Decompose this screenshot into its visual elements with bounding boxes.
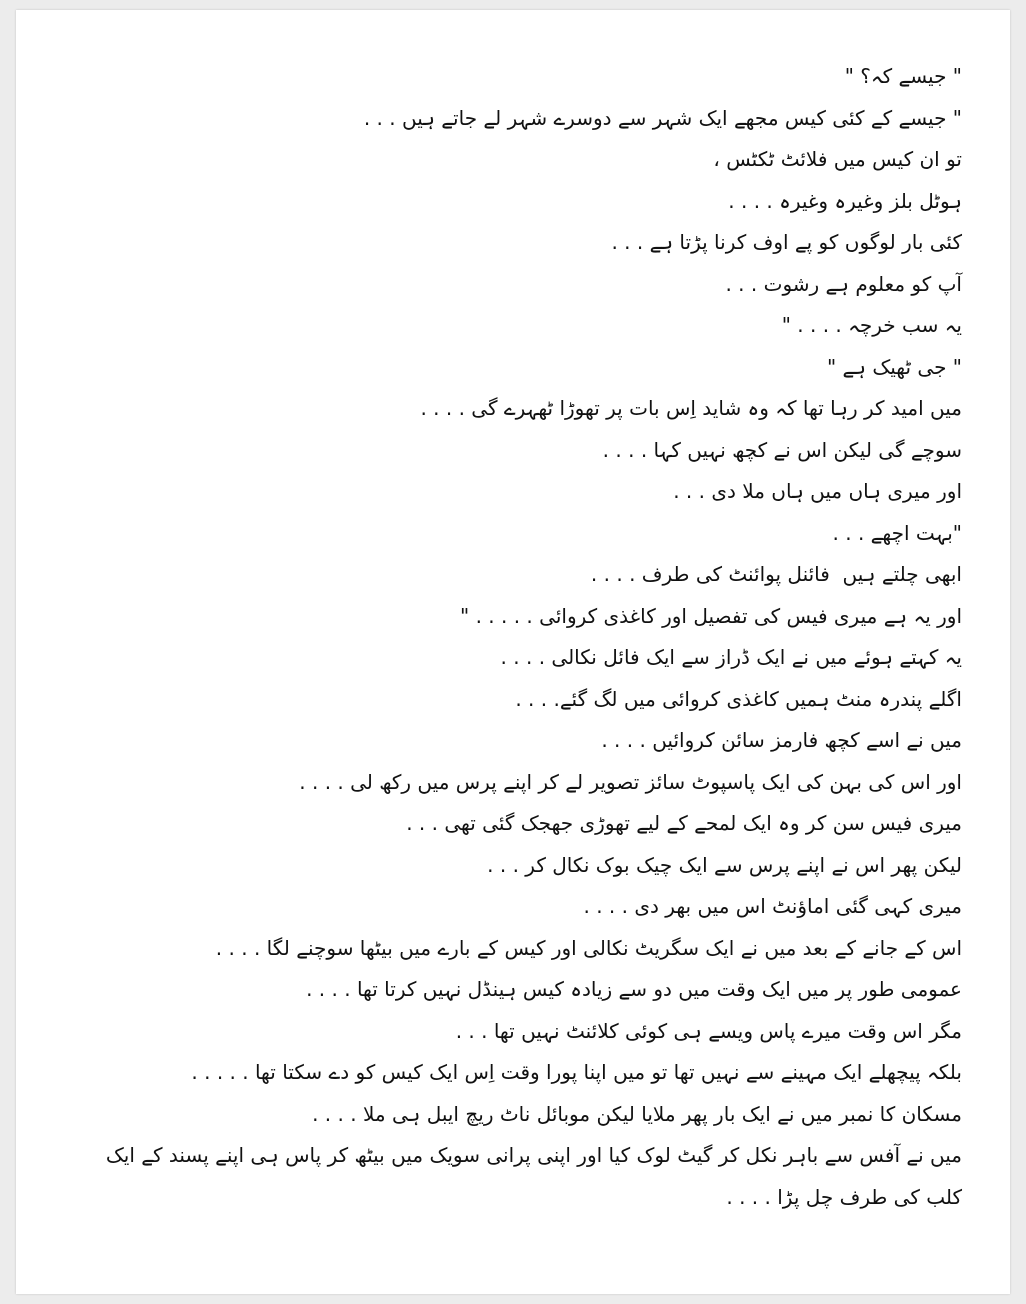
text-line: " جیسے کے کئی کیس مجھے ایک شہر سے دوسرے شہر لے جاتے ہیں . . . — [363, 105, 962, 130]
text-line: اس کے جانے کے بعد میں نے ایک سگریٹ نکالی اور کیس کے بارے میں بیٹھا سوچنے لگا . . . . — [215, 935, 962, 960]
text-line: میری کہی گئی اماؤنٹ اس میں بھر دی . . . . — [583, 894, 962, 918]
text-line: " جیسے کہ؟ " — [844, 64, 962, 88]
text-line: آپ کو معلوم ہے رشوت . . . — [725, 271, 962, 296]
text-line: کئی بار لوگوں کو پے اوف کرنا پڑتا ہے . . . — [611, 230, 962, 254]
text-line: عمومی طور پر میں ایک وقت میں دو سے زیادہ کیس ہینڈل نہیں کرتا تھا . . . . — [306, 977, 962, 1001]
text-line: ہوٹل بلز وغیرہ وغیرہ . . . . — [728, 188, 962, 213]
text-line: اور میری ہاں میں ہاں ملا دی . . . — [673, 479, 962, 503]
text-line: یہ کہتے ہوئے میں نے ایک ڈراز سے ایک فائل نکالی . . . . — [500, 645, 962, 669]
text-line: یہ سب خرچہ . . . . " — [781, 313, 962, 337]
text-line: مگر اس وقت میرے پاس ویسے ہی کوئی کلائنٹ نہیں تھا . . . — [455, 1018, 962, 1043]
text-line: تو ان کیس میں فلائٹ ٹکٹس ، — [713, 147, 962, 171]
text-line: اور یہ ہے میری فیس کی تفصیل اور کاغذی کروائی . . . . . " — [460, 603, 962, 628]
text-line: میری فیس سن کر وہ ایک لمحے کے لیے تھوڑی جھجک گئی تھی . . . — [406, 811, 962, 835]
text-line: اور اس کی بہن کی ایک پاسپوٹ سائز تصویر لے کر اپنے پرس میں رکھ لی . . . . — [299, 769, 962, 794]
text-line: کلب کی طرف چل پڑا . . . . — [726, 1184, 962, 1209]
text-line: میں امید کر رہا تھا کہ وہ شاید اِس بات پر تھوڑا ٹھہرے گی . . . . — [420, 396, 962, 420]
text-line: بلکہ پیچھلے ایک مہینے سے نہیں تھا تو میں اپنا پورا وقت اِس ایک کیس کو دے سکتا تھا . . . . . — [191, 1060, 962, 1084]
text-line: میں نے آفس سے باہر نکل کر گیٹ لوک کیا اور اپنی پرانی سویک میں بیٹھ کر پاس ہی اپنے پسند کے ایک — [105, 1143, 962, 1167]
text-line: اگلے پندرہ منٹ ہمیں کاغذی کروائی میں لگ گئے. . . . — [515, 686, 962, 711]
document-page — [16, 10, 1010, 1294]
document-text — [74, 56, 962, 1218]
text-line: مسکان کا نمبر میں نے ایک بار پھر ملایا لیکن موبائل ناٹ ریچ ایبل ہی ملا . . . . — [312, 1101, 962, 1126]
text-line: "بہت اچھے . . . — [832, 520, 962, 545]
text-line: " جی ٹھیک ہے " — [826, 354, 962, 379]
text-line: ابھی چلتے ہیں فائنل پوائنٹ کی طرف . . . . — [590, 562, 962, 586]
text-line: لیکن پھر اس نے اپنے پرس سے ایک چیک بوک نکال کر . . . — [487, 852, 962, 877]
text-line: میں نے اسے کچھ فارمز سائن کروائیں . . . . — [601, 728, 962, 752]
text-line: سوچے گی لیکن اس نے کچھ نہیں کہا . . . . — [602, 437, 962, 462]
